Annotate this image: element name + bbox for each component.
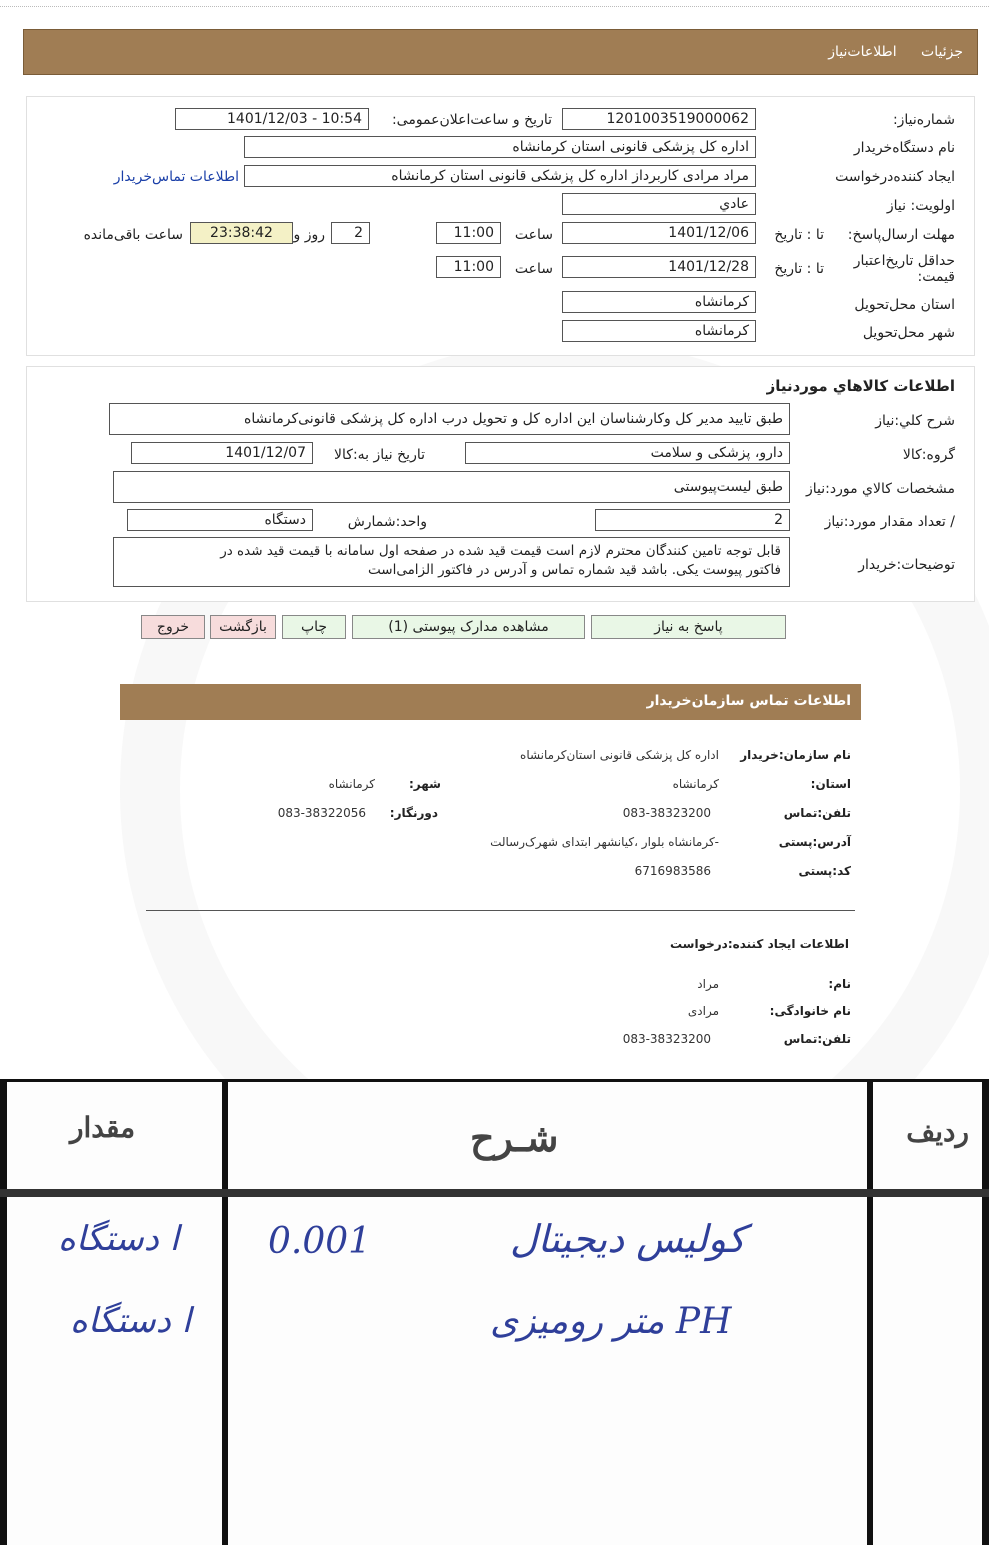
buyer-label: نام دستگاه‌خریدار: [853, 140, 955, 156]
hw-right-border: [982, 1079, 989, 1545]
hw-col-row-header: ردیف: [906, 1115, 969, 1148]
contact-phone-value: 083-38323200: [622, 806, 711, 820]
goods-desc-label: شرح کلي:نیاز: [875, 413, 955, 429]
quantity-field: 2: [595, 509, 790, 531]
hw-row1-desc: کولیس دیجیتال: [510, 1217, 746, 1261]
requester-phone-value: 083-38323200: [622, 1032, 711, 1046]
goods-group-label: گروه:کالا: [902, 447, 955, 463]
fax-label: دورنگار:: [389, 806, 438, 820]
unit-field: دستگاه: [127, 509, 313, 531]
hw-left-border: [0, 1079, 7, 1545]
hw-row1-qty: ا دستگاه: [58, 1219, 180, 1259]
page-header: [23, 29, 978, 75]
hw-col-divider-2: [867, 1079, 873, 1545]
need-date-field: 1401/12/07: [131, 442, 313, 464]
validity-label: حداقل تاریخ‌اعتبار قیمت:: [853, 253, 955, 285]
postal-code-label: کد:پستی: [798, 864, 851, 878]
top-divider: [0, 6, 989, 7]
contact-province-label: استان:: [810, 777, 851, 791]
hw-row1-precision: 0.001: [268, 1221, 372, 1262]
hw-row2-qty: ا دستگاه: [70, 1301, 192, 1341]
buyer-notes-field: [113, 537, 790, 587]
need-date-label: تاریخ نیاز به:کالا: [334, 447, 425, 463]
remaining-time-field: 23:38:42: [190, 222, 293, 244]
days-field: 2: [331, 222, 370, 244]
contact-city-value: کرمانشاه: [328, 777, 375, 791]
buyer-contact-link[interactable]: اطلاعات تماس‌خریدار: [113, 169, 239, 185]
hw-header-divider: [0, 1189, 989, 1197]
hw-col-qty-header: مقدار: [70, 1111, 136, 1144]
hw-col-divider-1: [222, 1079, 228, 1545]
city-field: کرمانشاه: [562, 320, 756, 342]
validity-date-field: 1401/12/28: [562, 256, 756, 278]
contact-section-header: [120, 684, 861, 720]
deadline-label: مهلت ارسال‌پاسخ:: [847, 227, 955, 243]
buyer-field: اداره کل پزشکی قانونی استان کرمانشاه: [244, 136, 756, 158]
address-label: آدرس:پستی: [778, 835, 851, 849]
contact-phone-label: تلفن:تماس: [783, 806, 851, 820]
creator-label: ایجاد کننده‌درخواست: [835, 169, 955, 185]
unit-label: واحد:شمارش: [347, 514, 427, 530]
remaining-label: ساعت باقی‌مانده: [83, 227, 183, 243]
hw-row2-desc: PH متر رومیزی: [490, 1301, 732, 1342]
goods-specs-label: مشخصات کالاي مورد:نیاز: [806, 481, 955, 497]
org-name-label: نام سازمان:خریدار: [740, 748, 851, 762]
contact-city-label: شهر:: [409, 777, 441, 791]
contact-divider: [146, 910, 855, 911]
requester-family-value: مرادی: [687, 1004, 719, 1018]
requester-family-label: نام خانوادگی:: [769, 1004, 851, 1018]
creator-field: مراد مرادی کاربرداز اداره کل پزشکی قانونی استان کرمانشاه: [244, 165, 756, 187]
buyer-notes-line-1: قابل توجه تامین کنندگان محترم لازم است قیمت قید شده در صفحه اول سامانه با قیمت قید شده در: [220, 543, 781, 559]
requester-phone-label: تلفن:تماس: [783, 1032, 851, 1046]
need-number-field: 1201003519000062: [562, 108, 756, 130]
address-value: -کرمانشاه بلوار ،کیانشهر ابتدای شهرک‌رسالت: [490, 835, 719, 849]
attachments-button[interactable]: مشاهده مدارک پیوستی (1): [352, 615, 585, 639]
requester-section-title: اطلاعات ایجاد کننده:درخواست: [669, 937, 849, 951]
back-button[interactable]: بازگشت: [210, 615, 276, 639]
deadline-time-field: 11:00: [436, 222, 501, 244]
province-field: کرمانشاه: [562, 291, 756, 313]
validity-to-date-label: تا : تاریخ: [774, 261, 824, 277]
requester-name-value: مراد: [697, 977, 719, 991]
days-label: روز و: [293, 227, 325, 243]
deadline-date-field: 1401/12/06: [562, 222, 756, 244]
contact-section-title: اطلاعات تماس سازمان‌خریدار: [646, 693, 851, 709]
validity-time-field: 11:00: [436, 256, 501, 278]
print-button[interactable]: چاپ: [282, 615, 346, 639]
buyer-notes-line-2: فاکتور پیوست یکی. باشد قید شماره تماس و آدرس در فاکتور الزامی‌است: [368, 562, 781, 578]
buyer-notes-label: توضیحات:خریدار: [858, 557, 955, 573]
postal-code-value: 6716983586: [634, 864, 711, 878]
goods-group-field: دارو، پزشکی و سلامت: [465, 442, 790, 464]
announce-label: تاریخ و ساعت‌اعلان‌عمومی:: [391, 112, 552, 128]
need-number-label: شماره‌نیاز:: [892, 112, 955, 128]
requester-name-label: نام:: [828, 977, 851, 991]
exit-button[interactable]: خروج: [141, 615, 205, 639]
goods-section-title: اطلاعات کالاهاي موردنیاز: [766, 377, 955, 395]
handwritten-table-image: [0, 1079, 989, 1545]
announce-field: 1401/12/03 - 10:54: [175, 108, 369, 130]
goods-desc-field: طبق تایید مدیر کل وکارشناسان این اداره کل و تحویل درب اداره کل پزشکی قانونی‌کرمانشاه: [109, 403, 790, 435]
reply-button[interactable]: پاسخ به نیاز: [591, 615, 786, 639]
org-name-value: اداره کل پزشکی قانونی استان‌کرمانشاه: [520, 748, 719, 762]
header-link-need-info[interactable]: اطلاعات‌نیاز: [828, 44, 897, 60]
header-link-details[interactable]: جزئيات: [921, 44, 963, 60]
validity-time-label: ساعت: [514, 261, 553, 277]
quantity-label: / تعداد مقدار مورد:نیاز: [824, 514, 955, 530]
city-label: شهر محل‌تحویل: [862, 325, 955, 341]
hw-top-border: [0, 1079, 989, 1082]
hw-col-desc-header: شـرح: [470, 1115, 559, 1160]
priority-field: عادي: [562, 193, 756, 215]
province-label: استان محل‌تحویل: [854, 297, 955, 313]
goods-specs-field: طبق لیست‌پیوستی: [113, 471, 790, 503]
priority-label: اولویت: نیاز: [886, 198, 955, 214]
contact-province-value: کرمانشاه: [672, 777, 719, 791]
fax-value: 083-38322056: [277, 806, 366, 820]
deadline-time-label: ساعت: [514, 227, 553, 243]
deadline-to-date-label: تا : تاریخ: [774, 227, 824, 243]
